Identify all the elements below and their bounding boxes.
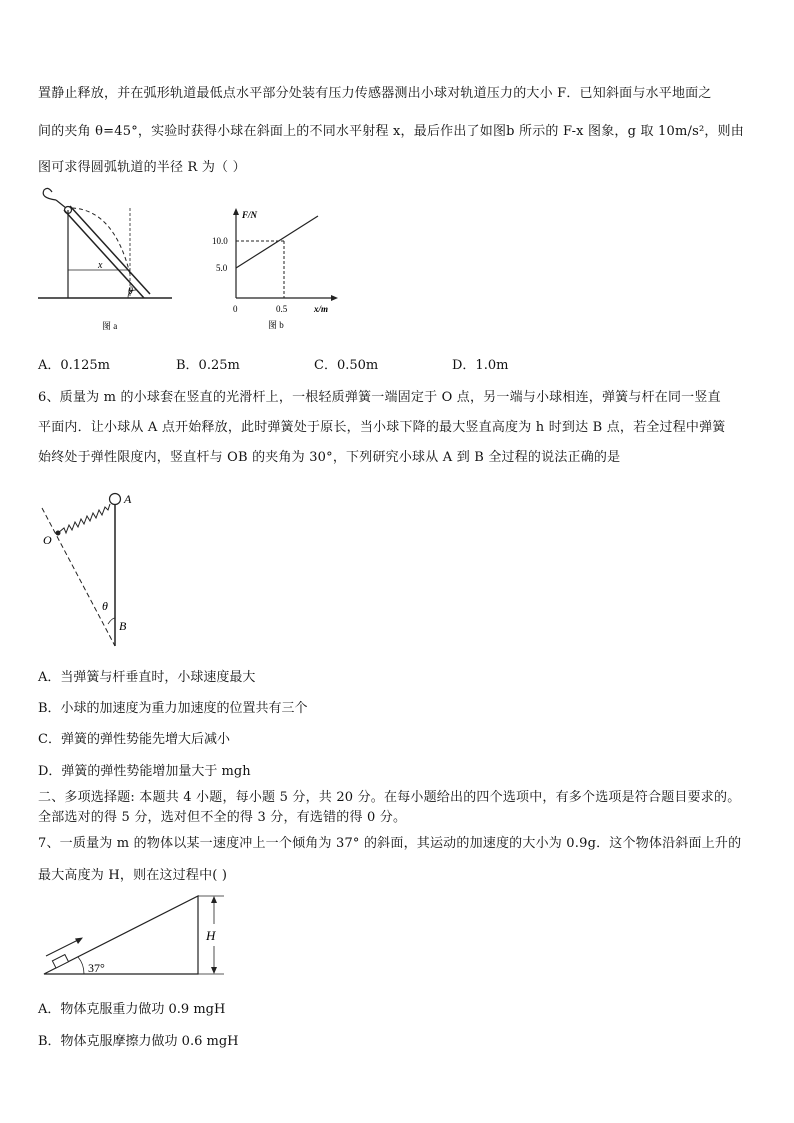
- ball-a: [110, 494, 121, 505]
- fig-b-line: [236, 216, 318, 268]
- fig-b-x-axis-label: x/m: [314, 304, 329, 314]
- fig-b-y-axis-label: F/N: [242, 210, 258, 220]
- q7-text-line-2: 最大高度为 H，则在这过程中( ): [38, 868, 228, 883]
- fig-b-y-tick-5: 5.0: [216, 263, 228, 273]
- q5-text-line-1: 置静止释放，并在弧形轨道最低点水平部分处装有压力传感器测出小球对轨道压力的大小 F．已知斜面与水平地面之: [38, 86, 712, 101]
- q6-option-b[interactable]: B．小球的加速度为重力加速度的位置共有三个: [38, 701, 308, 716]
- q5-option-d[interactable]: D．1.0m: [452, 358, 509, 373]
- q5-figure-b: [206, 204, 346, 336]
- q7-text-line-1: 7、一质量为 m 的物体以某一速度冲上一个倾角为 37° 的斜面，其运动的加速度的大小为 0.9g．这个物体沿斜面上升的: [38, 836, 742, 851]
- q6-figure: [36, 486, 146, 648]
- fig-6-label-theta: θ: [102, 599, 108, 613]
- fig-7-label-h: H: [206, 928, 216, 943]
- q5-figure-a: [32, 186, 182, 336]
- fig-6-label-o: O: [43, 533, 52, 547]
- section-2-heading-line-1: 二、多项选择题: 本题共 4 小题，每小题 5 分，共 20 分。在每小题给出的四个选项中，有多个选项是符合题目要求的。: [38, 790, 741, 805]
- q5-option-b[interactable]: B．0.25m: [176, 358, 240, 373]
- q6-text-line-3: 始终处于弹性限度内，竖直杆与 OB 的夹角为 30°，下列研究小球从 A 到 B 全过程的说法正确的是: [38, 450, 621, 465]
- q5-text-line-2: 间的夹角 θ=45°，实验时获得小球在斜面上的不同水平射程 x，最后作出了如图b 所示的 F-x 图象，g 取 10m/s²，则由: [38, 124, 744, 139]
- fig-7-angle-label: 37°: [88, 961, 105, 975]
- spring: [58, 504, 110, 533]
- fig-b-x-tick-05: 0.5: [276, 304, 288, 314]
- fig-b-y-tick-10: 10.0: [212, 236, 228, 246]
- q6-text-line-1: 6、质量为 m 的小球套在竖直的光滑杆上，一根轻质弹簧一端固定于 O 点，另一端与小球相连，弹簧与杆在同一竖直: [38, 390, 721, 405]
- fig-6-label-a: A: [124, 492, 132, 506]
- fig-b-caption: 图 b: [268, 320, 284, 330]
- q6-text-line-2: 平面内．让小球从 A 点开始释放，此时弹簧处于原长，当小球下降的最大竖直高度为 h 时到达 B 点，若全过程中弹簧: [38, 420, 726, 435]
- fig-b-origin: 0: [233, 304, 238, 314]
- q7-option-b[interactable]: B．物体克服摩擦力做功 0.6 mgH: [38, 1034, 239, 1049]
- q7-option-a[interactable]: A．物体克服重力做功 0.9 mgH: [38, 1002, 226, 1017]
- q6-option-c[interactable]: C．弹簧的弹性势能先增大后减小: [38, 732, 230, 747]
- section-2-heading-line-2: 全部选对的得 5 分，选对但不全的得 3 分，有选错的得 0 分。: [38, 810, 407, 825]
- block: [52, 955, 68, 968]
- fig-a-theta-label: θ: [128, 286, 133, 297]
- q5-option-c[interactable]: C．0.50m: [314, 358, 379, 373]
- q6-option-d[interactable]: D．弹簧的弹性势能增加量大于 mgh: [38, 764, 251, 779]
- q7-figure: [38, 888, 238, 980]
- q5-text-line-3: 图可求得圆弧轨道的半径 R 为（ ）: [38, 160, 246, 175]
- fig-6-label-b: B: [119, 619, 127, 633]
- q6-option-a[interactable]: A．当弹簧与杆垂直时，小球速度最大: [38, 670, 256, 685]
- fig-a-x-label: x: [98, 260, 103, 271]
- q5-option-a[interactable]: A．0.125m: [38, 358, 110, 373]
- fig-a-caption: 图 a: [102, 321, 118, 331]
